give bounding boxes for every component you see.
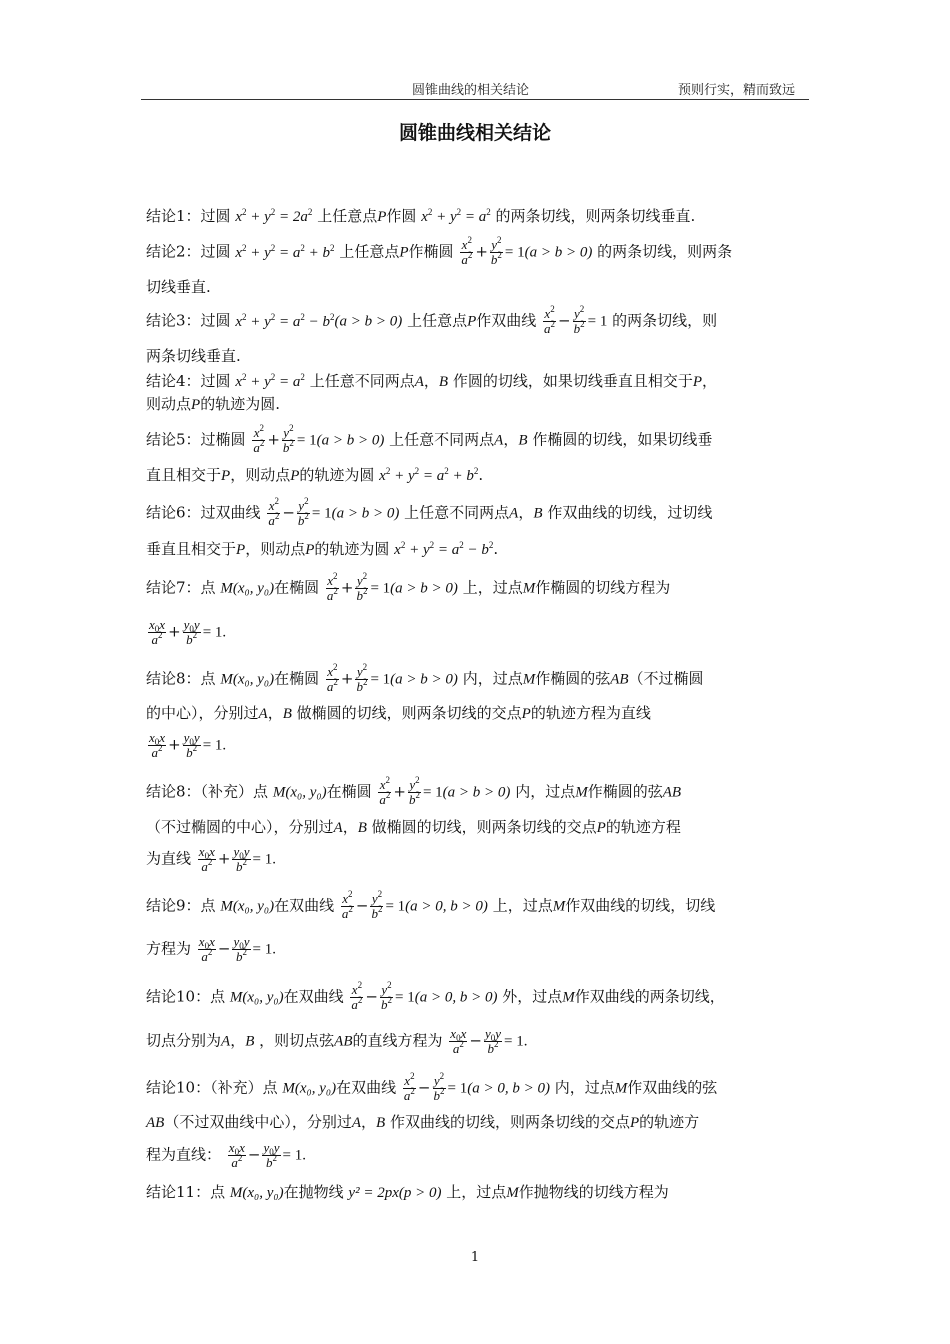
conclusion-8-supplement-formula: 为直线 $\frac{x_0x}{a^2}$ + $\frac{y_0y}{b^2}$ = 1. [146, 844, 276, 874]
page-title: 圆锥曲线相关结论 [398, 122, 551, 144]
conclusion-5-cont: 直且相交于P，则动点P的轨迹为圆 $x^2 + y^2 = a^2 + b^2$. [146, 466, 484, 484]
conclusion-2: 结论2：过圆 $x^2 + y^2 = a^2 + b^2$ 上任意点P作椭圆 $\frac{x^2}{a^2}$ + $\frac{y^2}{b^2}$ = 1(a > b > 0) 的两条切线，则两条 [146, 235, 733, 267]
conclusion-8-supplement-cont: （不过椭圆的中心），分别过A，B 做椭圆的切线，则两条切线的交点P的轨迹方程 [146, 818, 681, 836]
header-center: 圆锥曲线的相关结论 [412, 83, 530, 98]
conclusion-8-cont: 的中心），分别过A，B 做椭圆的切线，则两条切线的交点P的轨迹方程为直线 [146, 704, 651, 722]
conclusion-4: 结论4：过圆 $x^2 + y^2 = a^2$ 上任意不同两点A，B 作圆的切线，如果切线垂直且相交于P， [146, 372, 718, 390]
conclusion-5: 结论5：过椭圆 $\frac{x^2}{a^2}$ + $\frac{y^2}{b^2}$ = 1(a > b > 0) 上任意不同两点A，B 作椭圆的切线，如果切线垂 [146, 423, 713, 455]
conclusion-6-cont: 垂直且相交于P，则动点P的轨迹为圆 $x^2 + y^2 = a^2 - b^2$. [146, 540, 499, 558]
conclusion-7: 结论7：点 M(x₀, y₀)在椭圆 $\frac{x^2}{a^2}$ + $\frac{y^2}{b^2}$ = 1(a > b > 0) 上，过点M作椭圆的切线方程为 [146, 571, 671, 603]
conclusion-1: 结论1：过圆 $x^2 + y^2 = 2a^2$ 上任意点P作圆 $x^2 + y^2 = a^2$ 的两条切线，则两条切线垂直. [146, 207, 696, 225]
conclusion-9-formula: 方程为 $\frac{x_0x}{a^2}$ − $\frac{y_0y}{b^2}$ = 1. [146, 934, 276, 964]
header-motto: 预则行实，精而致远 [678, 83, 796, 98]
conclusion-10-supplement-formula: 程为直线： $\frac{x_0x}{a^2}$ − $\frac{y_0y}{b^2}$ = 1. [146, 1140, 306, 1170]
conclusion-2-cont: 切线垂直. [146, 278, 211, 296]
conclusion-7-formula: $\frac{x_0x}{a^2}$ + $\frac{y_0y}{b^2}$ = 1. [149, 617, 227, 647]
conclusion-10-supplement: 结论10：（补充）点 M(x₀, y₀)在双曲线 $\frac{x^2}{a^2}$ − $\frac{y^2}{b^2}$ = 1(a > 0, b > 0) 内，过点M作双曲线的弦 [146, 1071, 718, 1103]
conclusion-8: 结论8：点 M(x₀, y₀)在椭圆 $\frac{x^2}{a^2}$ + $\frac{y^2}{b^2}$ = 1(a > b > 0) 内，过点M作椭圆的弦AB（不过椭圆 [146, 662, 704, 694]
conclusion-8-formula: $\frac{x_0x}{a^2}$ + $\frac{y_0y}{b^2}$ = 1. [149, 730, 227, 760]
conclusion-10: 结论10：点 M(x₀, y₀)在双曲线 $\frac{x^2}{a^2}$ − $\frac{y^2}{b^2}$ = 1(a > 0, b > 0) 外，过点M作双曲线的两条切线， [146, 980, 725, 1012]
conclusion-3-cont: 两条切线垂直. [146, 347, 241, 365]
header-rule [141, 99, 809, 100]
page-number: 1 [470, 1250, 480, 1265]
conclusion-11: 结论11：点 M(x₀, y₀)在抛物线 y² = 2px(p > 0) 上，过点M作抛物线的切线方程为 [146, 1183, 669, 1201]
conclusion-10-cont: 切点分别为A，B ，则切点弦AB的直线方程为 $\frac{x_0x}{a^2}$ − $\frac{y_0y}{b^2}$ = 1. [146, 1026, 528, 1056]
conclusion-4-cont: 则动点P的轨迹为圆. [146, 395, 280, 413]
conclusion-10-supplement-cont: AB（不过双曲线中心），分别过A，B 作双曲线的切线，则两条切线的交点P的轨迹方 [146, 1113, 700, 1131]
conclusion-6: 结论6：过双曲线 $\frac{x^2}{a^2}$ − $\frac{y^2}{b^2}$ = 1(a > b > 0) 上任意不同两点A，B 作双曲线的切线，过切线 [146, 496, 713, 528]
conclusion-9: 结论9：点 M(x₀, y₀)在双曲线 $\frac{x^2}{a^2}$ − $\frac{y^2}{b^2}$ = 1(a > 0, b > 0) 上，过点M作双曲线的切线，切线 [146, 889, 716, 921]
conclusion-8-supplement: 结论8：（补充）点 M(x₀, y₀)在椭圆 $\frac{x^2}{a^2}$ + $\frac{y^2}{b^2}$ = 1(a > b > 0) 内，过点M作椭圆的弦AB [146, 775, 682, 807]
conclusion-3: 结论3：过圆 $x^2 + y^2 = a^2 - b^2(a > b > 0)$ 上任意点P作双曲线 $\frac{x^2}{a^2}$ − $\frac{y^2}{b^2}$ = 1 的两条切线，则 [146, 304, 718, 336]
